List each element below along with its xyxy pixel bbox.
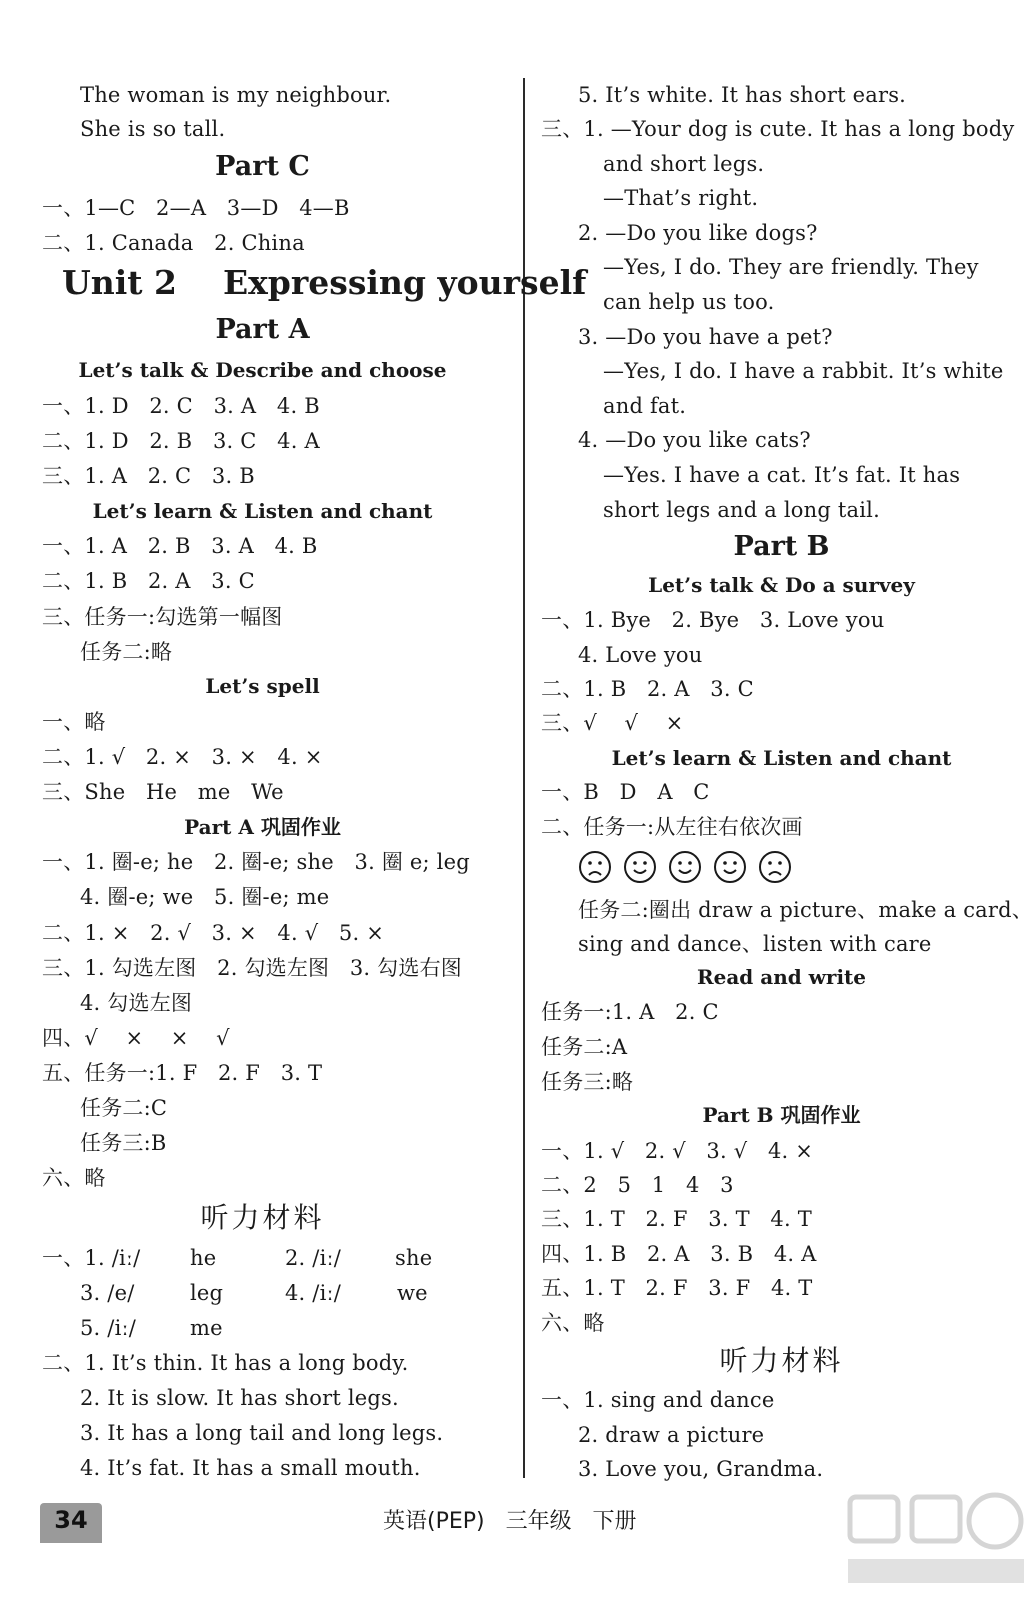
- answer-line: 二、1. It’s thin. It has a long body.: [42, 1351, 409, 1375]
- answer-line: 3. /e/: [80, 1281, 135, 1305]
- answer-line: 4. /iː/: [285, 1281, 342, 1305]
- watermark-logo: [840, 1483, 1030, 1593]
- answer-line: 四、√ × × √: [42, 1026, 230, 1050]
- listening-material-heading: 听力材料: [719, 1344, 844, 1377]
- answer-line: leg: [190, 1281, 224, 1305]
- answer-line: and fat.: [603, 394, 687, 418]
- answer-line: 一、1. sing and dance: [541, 1388, 775, 1412]
- answer-line: 三、1. —Your dog is cute. It has a long body: [541, 117, 1015, 141]
- answer-line: 一、1. /iː/: [42, 1246, 141, 1270]
- answer-line: we: [397, 1281, 428, 1305]
- answer-line: 六、略: [42, 1166, 106, 1190]
- subsection-heading: Let’s talk & Do a survey: [648, 573, 915, 597]
- answer-line: 任务一:1. A 2. C: [541, 1000, 719, 1024]
- answer-line: She is so tall.: [80, 117, 226, 141]
- answer-line: 二、1. B 2. A 3. C: [541, 677, 754, 701]
- subsection-heading: Let’s learn & Listen and chant: [92, 499, 433, 523]
- footer-book-info: 英语(PEP) 三年级 下册: [383, 1509, 637, 1534]
- answer-line: 4. —Do you like cats?: [578, 428, 811, 452]
- answer-line: 三、1. 勾选左图 2. 勾选左图 3. 勾选右图: [42, 956, 462, 980]
- answer-line: 任务三:略: [541, 1070, 634, 1094]
- answer-line: 二、1. D 2. B 3. C 4. A: [42, 429, 320, 453]
- answer-line: 3. —Do you have a pet?: [578, 325, 833, 349]
- answer-line: 3. It has a long tail and long legs.: [80, 1421, 444, 1445]
- answer-line: —That’s right.: [603, 186, 759, 210]
- answer-line: 五、1. T 2. F 3. F 4. T: [541, 1276, 813, 1300]
- answer-line: 五、任务一:1. F 2. F 3. T: [42, 1061, 323, 1085]
- happy-face-icon: [713, 850, 747, 884]
- answer-line: 一、略: [42, 710, 106, 734]
- faces-row: [578, 850, 803, 890]
- answer-line: 二、2 5 1 4 3: [541, 1173, 734, 1197]
- answer-line: 4. It’s fat. It has a small mouth.: [80, 1456, 421, 1480]
- answer-line: 二、1. B 2. A 3. C: [42, 569, 255, 593]
- answer-line: 一、1. A 2. B 3. A 4. B: [42, 534, 318, 558]
- answer-line: 三、1. A 2. C 3. B: [42, 464, 255, 488]
- answer-line: 二、1. Canada 2. China: [42, 231, 305, 255]
- subsection-heading: Let’s spell: [205, 674, 320, 698]
- subsection-heading: Part A 巩固作业: [184, 815, 341, 839]
- answer-line: 2. It is slow. It has short legs.: [80, 1386, 399, 1410]
- answer-line: The woman is my neighbour.: [80, 83, 392, 107]
- answer-line: 一、1. √ 2. √ 3. √ 4. ×: [541, 1139, 814, 1163]
- answer-line: 一、1. Bye 2. Bye 3. Love you: [541, 608, 885, 632]
- answer-line: 任务二:A: [541, 1035, 628, 1059]
- answer-line: sing and dance、listen with care: [578, 932, 932, 956]
- answer-line: 任务二:略: [80, 640, 173, 664]
- subsection-heading: Read and write: [696, 965, 866, 989]
- subsection-heading: Part B 巩固作业: [702, 1103, 861, 1127]
- answer-line: 3. Love you, Grandma.: [578, 1457, 824, 1481]
- sad-face-icon: [758, 850, 792, 884]
- happy-face-icon: [623, 850, 657, 884]
- happy-face-icon: [668, 850, 702, 884]
- answer-line: 四、1. B 2. A 3. B 4. A: [541, 1242, 817, 1266]
- answer-line: 二、1. × 2. √ 3. × 4. √ 5. ×: [42, 921, 385, 945]
- answer-line: me: [190, 1316, 223, 1340]
- answer-line: 一、1—C 2—A 3—D 4—B: [42, 196, 350, 220]
- answer-line: he: [190, 1246, 217, 1270]
- answer-line: 三、She He me We: [42, 780, 284, 804]
- listening-material-heading: 听力材料: [200, 1201, 325, 1234]
- page-number: 34: [54, 1506, 88, 1534]
- answer-line: and short legs.: [603, 152, 765, 176]
- answer-line: 三、√ √ ×: [541, 711, 684, 735]
- answer-line: 六、略: [541, 1311, 605, 1335]
- answer-line: 任务二:C: [80, 1096, 168, 1120]
- sad-face-icon: [578, 850, 612, 884]
- answer-line: 二、1. √ 2. × 3. × 4. ×: [42, 745, 323, 769]
- answer-line: 一、1. D 2. C 3. A 4. B: [42, 394, 320, 418]
- answer-line: she: [395, 1246, 433, 1270]
- subsection-heading: Let’s talk & Describe and choose: [78, 358, 447, 382]
- answer-line: —Yes, I do. They are friendly. They: [603, 255, 979, 279]
- answer-line: short legs and a long tail.: [603, 498, 880, 522]
- answer-line: 三、任务一:勾选第一幅图: [42, 605, 283, 629]
- answer-line: 2. draw a picture: [578, 1423, 765, 1447]
- answer-line: 一、1. 圈-e; he 2. 圈-e; she 3. 圈 e; leg: [42, 850, 470, 874]
- unit-title: Unit 2 Expressing yourself: [62, 263, 587, 302]
- answer-line: 2. —Do you like dogs?: [578, 221, 818, 245]
- answer-line: 5. It’s white. It has short ears.: [578, 83, 907, 107]
- section-heading-part-c: Part C: [215, 151, 310, 182]
- answer-line: —Yes, I do. I have a rabbit. It’s white: [603, 359, 1004, 383]
- answer-line: 2. /iː/: [285, 1246, 342, 1270]
- section-heading-part-b: Part B: [733, 531, 830, 562]
- answer-line: 4. 勾选左图: [80, 991, 193, 1015]
- section-heading-part-a: Part A: [215, 314, 310, 345]
- answer-line: 5. /iː/: [80, 1316, 137, 1340]
- answer-line: 三、1. T 2. F 3. T 4. T: [541, 1207, 812, 1231]
- answer-line: 任务二:圈出 draw a picture、make a card、: [578, 898, 1033, 922]
- answer-line: 任务三:B: [80, 1131, 167, 1155]
- answer-line: 4. 圈-e; we 5. 圈-e; me: [80, 885, 330, 909]
- subsection-heading: Let’s learn & Listen and chant: [611, 746, 952, 770]
- answer-line: 二、任务一:从左往右依次画: [541, 815, 803, 839]
- answer-line: 一、B D A C: [541, 780, 710, 804]
- answer-line: 4. Love you: [578, 643, 703, 667]
- answer-line: —Yes. I have a cat. It’s fat. It has: [603, 463, 961, 487]
- answer-line: can help us too.: [603, 290, 775, 314]
